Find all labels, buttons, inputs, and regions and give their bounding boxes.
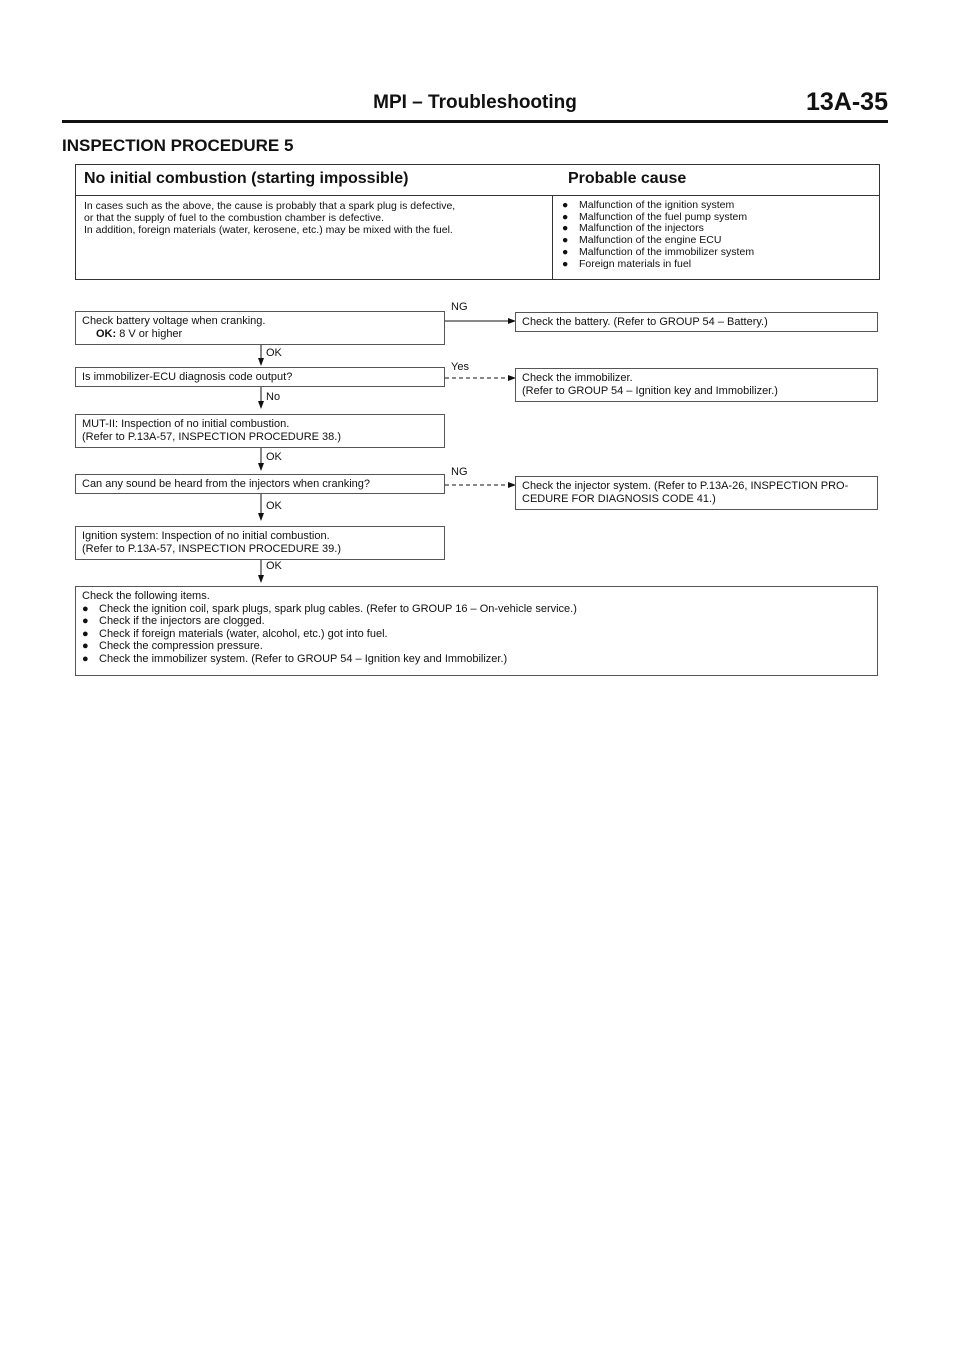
no-label: No (266, 391, 281, 403)
symptom-heading: No initial combustion (starting impossible) (84, 170, 409, 187)
symptom-line: or that the supply of fuel to the combustion chamber is defective. (84, 212, 384, 224)
bullet-icon: ● (82, 652, 89, 665)
action-check-immobilizer: Check the immobilizer. (Refer to GROUP 54 – Ignition key and Immobilizer.) (515, 368, 878, 402)
bullet-icon: ● (562, 210, 569, 223)
step-mut-ii-inspection: MUT-II: Inspection of no initial combustion. (Refer to P.13A-57, INSPECTION PROCEDURE 38.) (75, 414, 445, 448)
header-title: MPI – Troubleshooting (373, 92, 577, 113)
step-battery-check: Check battery voltage when cranking. OK: 8 V or higher (75, 311, 445, 345)
final-item: ● Check if the injectors are clogged. (82, 615, 265, 627)
bullet-icon: ● (82, 615, 89, 627)
page-number: 13A-35 (806, 88, 888, 116)
bullet-icon: ● (562, 222, 569, 235)
cause-item: ● Foreign materials in fuel (562, 257, 692, 270)
final-item: ● Check the immobilizer system. (Refer to GROUP 54 – Ignition key and Immobilizer.) (82, 652, 508, 665)
yes-label: Yes (451, 361, 469, 373)
bullet-icon: ● (562, 257, 569, 270)
ok-label: OK (266, 451, 282, 463)
final-item: ● Check the ignition coil, spark plugs, spark plug cables. (Refer to GROUP 16 – On-vehicle service.) (82, 602, 577, 615)
action-check-injector-system: Check the injector system. (Refer to P.13A-26, INSPECTION PRO- CEDURE FOR DIAGNOSIS CODE 41.) (515, 476, 878, 510)
final-item: ● Check if foreign materials (water, alcohol, etc.) got into fuel. (82, 627, 388, 640)
cause-item: ● Malfunction of the ignition system (562, 199, 735, 211)
bullet-icon: ● (562, 199, 569, 211)
final-check-items (75, 586, 878, 676)
cause-item: ● Malfunction of the engine ECU (562, 234, 722, 247)
bullet-icon: ● (562, 234, 569, 247)
symptom-line: In cases such as the above, the cause is probably that a spark plug is defective, (84, 200, 456, 212)
procedure-title: INSPECTION PROCEDURE 5 (62, 136, 294, 155)
bullet-icon: ● (82, 627, 89, 640)
ok-label: OK (266, 347, 282, 359)
cause-item: ● Malfunction of the fuel pump system (562, 210, 748, 223)
step-injector-sound: Can any sound be heard from the injectors when cranking? (75, 474, 445, 494)
ng-label: NG (451, 301, 468, 313)
bullet-icon: ● (82, 602, 89, 615)
probable-cause-heading: Probable cause (568, 170, 687, 187)
final-intro: Check the following items. (82, 590, 210, 602)
ng-label: NG (451, 466, 468, 478)
cause-item: ● Malfunction of the injectors (562, 222, 704, 235)
symptom-line: In addition, foreign materials (water, kerosene, etc.) may be mixed with the fuel. (84, 224, 453, 236)
step-ignition-system-inspection: Ignition system: Inspection of no initial combustion. (Refer to P.13A-57, INSPECTION PROCEDURE 39.) (75, 526, 445, 560)
cause-item: ● Malfunction of the immobilizer system (562, 245, 755, 258)
step-immobilizer-diagnosis: Is immobilizer-ECU diagnosis code output? (75, 367, 445, 387)
final-item: ● Check the compression pressure. (82, 640, 263, 652)
ok-label: OK (266, 560, 282, 572)
bullet-icon: ● (562, 245, 569, 258)
bullet-icon: ● (82, 640, 89, 652)
action-check-battery: Check the battery. (Refer to GROUP 54 – Battery.) (515, 312, 878, 332)
ok-label: OK (266, 500, 282, 512)
